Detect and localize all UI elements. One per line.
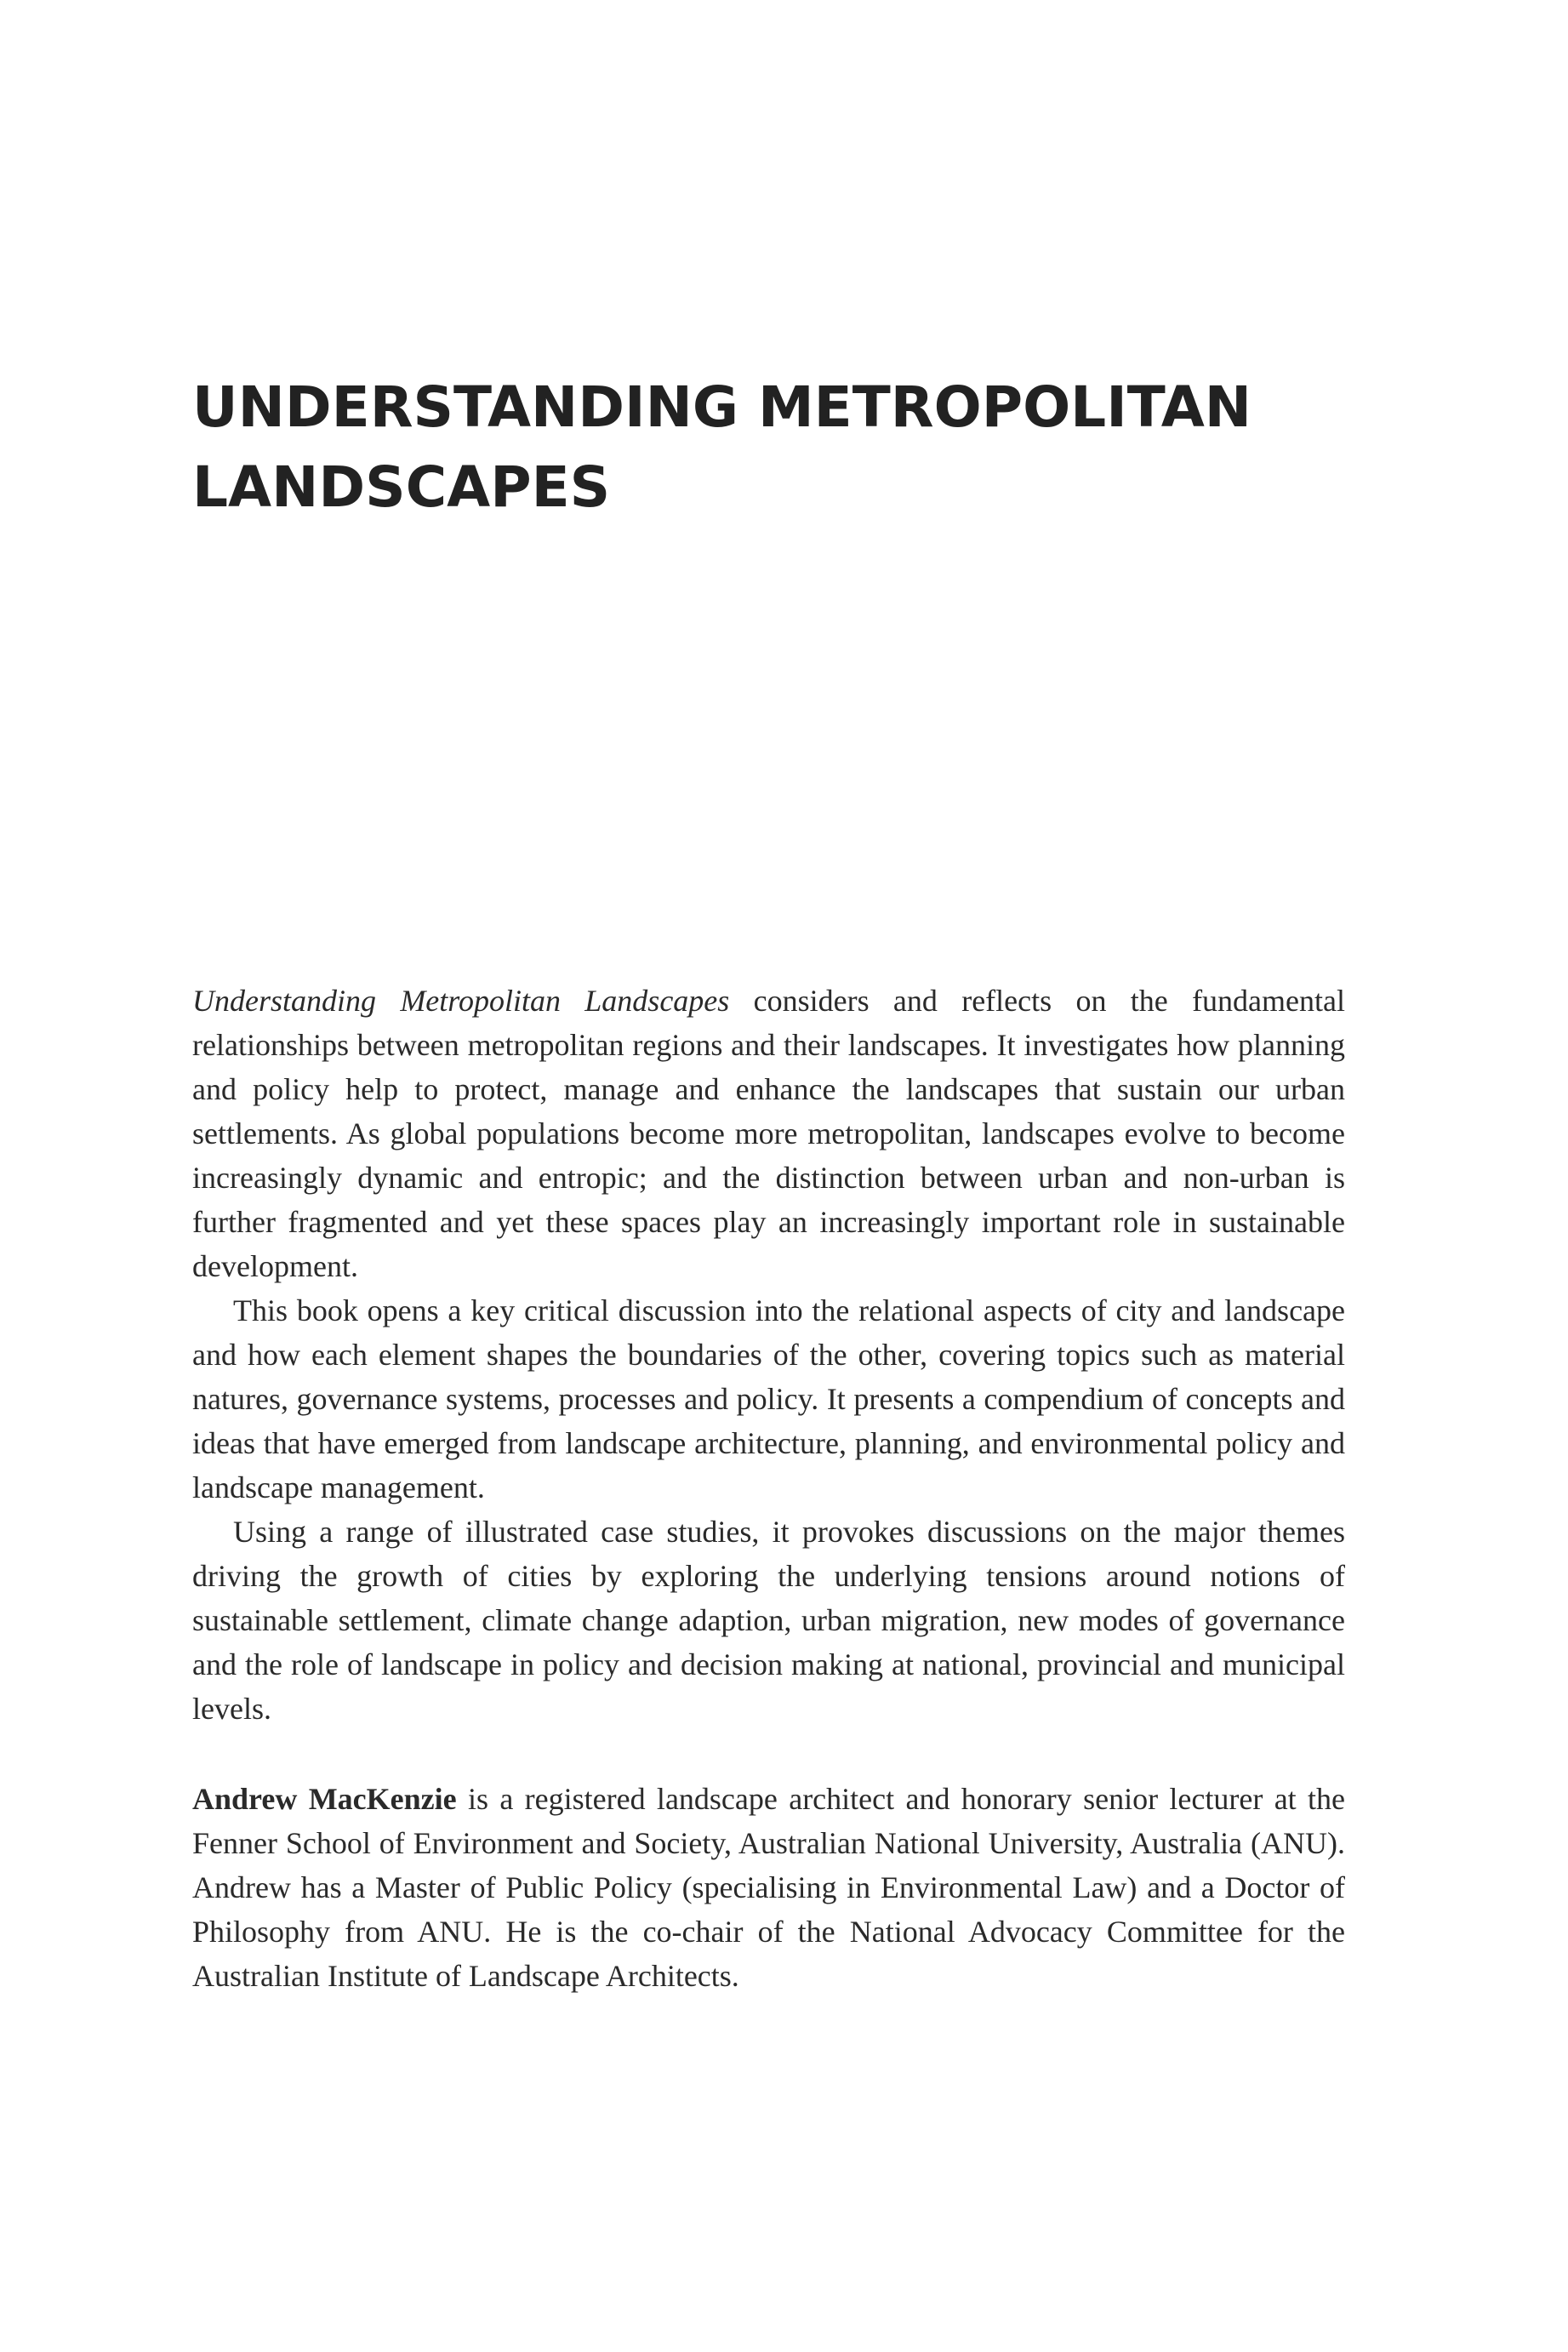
author-bio [192, 1777, 1345, 1998]
book-page [192, 0, 1345, 2352]
description-paragraph-2: This book opens a key critical discussion into the relational aspects of city and landscape and how each element shapes the boundaries of the other, covering topics such as material natures, governance systems, processes and policy. It presents a compendium of concepts and ideas that have emerged from landscape architecture, planning, and environmental policy and landscape management. [192, 1293, 1345, 1504]
author-name: Andrew MacKenzie [192, 1782, 457, 1816]
description-paragraph-3: Using a range of illustrated case studies, it provokes discussions on the major themes driving the growth of cities by exploring the underlying tensions around notions of sustainable settlement, climate change adaption, urban migration, new modes of governance and the role of landscape in policy and decision making at national, provincial and municipal levels. [192, 1515, 1345, 1726]
book-description [192, 979, 1345, 1731]
title-line-1: UNDERSTANDING METROPOLITAN [192, 374, 1252, 440]
page-title [192, 368, 1345, 528]
author-bio-paragraph [192, 1777, 1345, 1998]
description-paragraph-1-text: considers and reflects on the fundamental relationships between metropolitan regions and their landscapes. It investigates how planning and policy help to protect, manage and enhance the landscapes that sustain our urban settlements. As global populations become more metropolitan, landscapes evolve to become increasingly dynamic and entropic; and the distinction between urban and non-urban is further fragmented and yet these spaces play an increasingly important role in sustainable development. [192, 984, 1345, 1283]
description-paragraph-1 [192, 979, 1345, 1288]
title-line-2: LANDSCAPES [192, 454, 611, 520]
book-title-italic: Understanding Metropolitan Landscapes [192, 984, 730, 1018]
author-bio-text: is a registered landscape architect and honorary senior lecturer at the Fenner School of Environment and Society, Australian National University, Australia (ANU). Andrew has a Master of Public Policy (specialising in Environmental Law) and a Doctor of Philosophy from ANU. He is the co-chair of the National Advocacy Committee for the Australian Institute of Landscape Architects. [192, 1782, 1346, 1993]
